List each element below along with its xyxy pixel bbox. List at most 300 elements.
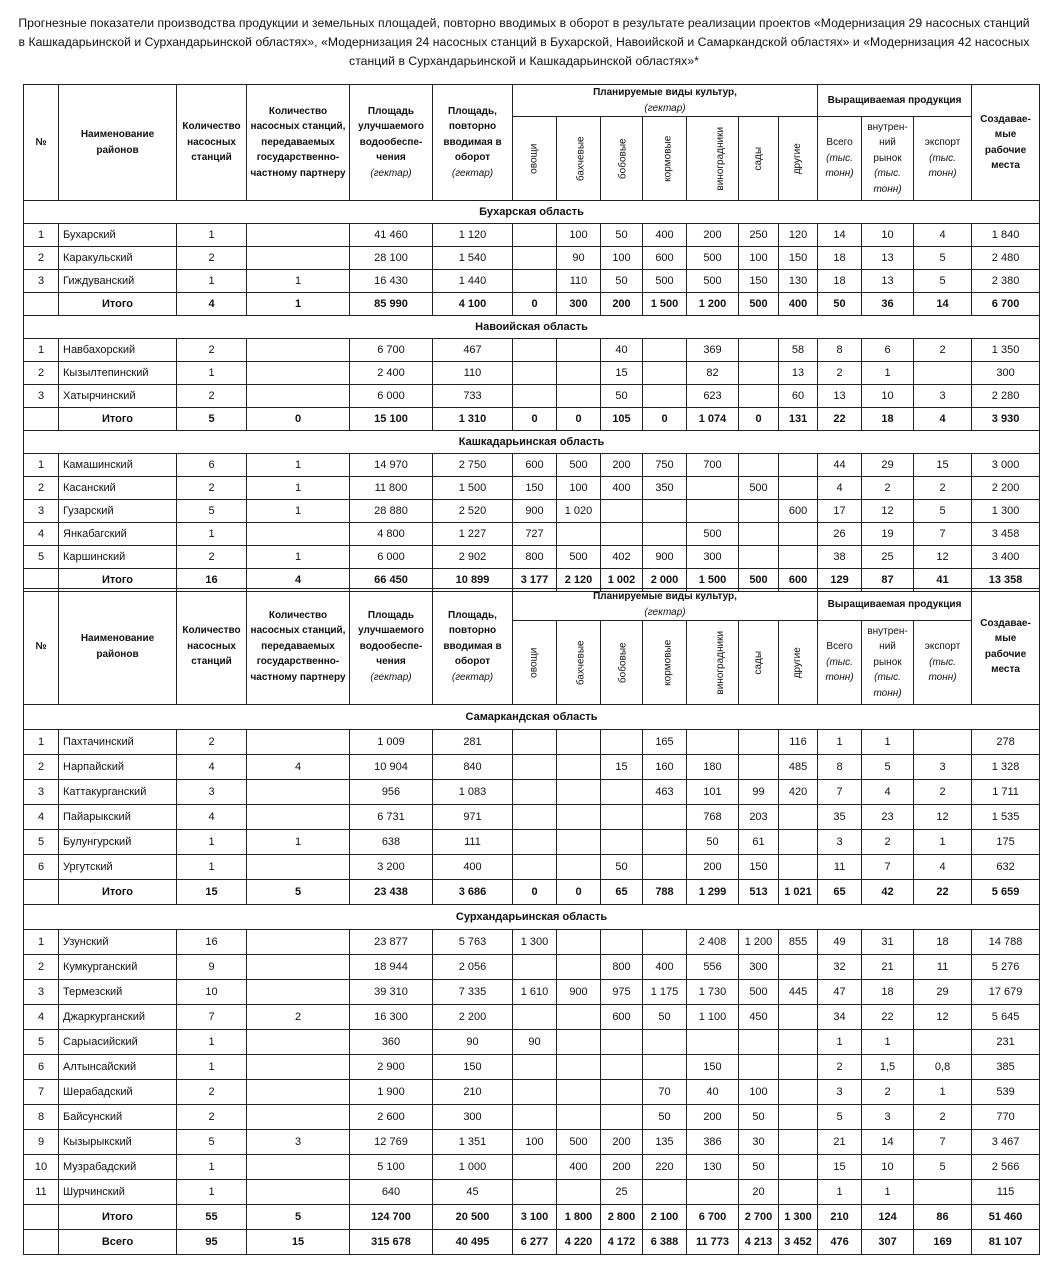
table-cell [247, 523, 350, 546]
table-cell: 1 [247, 830, 350, 855]
table-cell [247, 780, 350, 805]
table-cell: 200 [601, 1130, 643, 1155]
table-cell: 150 [433, 1055, 513, 1080]
table-cell: 1 [177, 270, 247, 293]
table-cell: 150 [687, 1055, 739, 1080]
table-cell: 4 800 [350, 523, 433, 546]
table-cell: 50 [601, 224, 643, 247]
table-cell: 4 [24, 805, 59, 830]
production-table-part-1 [23, 84, 1040, 592]
table-cell: 22 [818, 408, 862, 431]
table-cell: 4 [247, 569, 350, 592]
col-produce-total: Всего (тыс. тонн) [818, 117, 862, 201]
table-cell: 640 [350, 1180, 433, 1205]
region-name: Бухарская область [24, 201, 1040, 224]
table-cell [513, 830, 557, 855]
table-cell: 6 388 [643, 1230, 687, 1255]
table-cell: 500 [557, 454, 601, 477]
district-name: Итого [59, 408, 177, 431]
table-cell [513, 247, 557, 270]
table-cell: 19 [862, 523, 914, 546]
table-cell [247, 1180, 350, 1205]
table-cell [601, 1105, 643, 1130]
total-row [24, 293, 1040, 316]
table-body [24, 201, 1040, 592]
table-cell [779, 1055, 818, 1080]
table-cell: 500 [687, 247, 739, 270]
table-cell: 600 [779, 500, 818, 523]
table-cell: 1 500 [433, 477, 513, 500]
table-cell: 2 750 [433, 454, 513, 477]
table-cell: 15 [247, 1230, 350, 1255]
table-cell: 50 [643, 1105, 687, 1130]
table-cell: 5 645 [972, 1005, 1040, 1030]
table-cell: 210 [818, 1205, 862, 1230]
table-cell: 18 [862, 980, 914, 1005]
table-cell: 1 711 [972, 780, 1040, 805]
table-cell: 1 074 [687, 408, 739, 431]
table-cell [643, 362, 687, 385]
table-cell: 400 [643, 955, 687, 980]
table-cell [557, 362, 601, 385]
table-cell: 1 200 [739, 930, 779, 955]
table-cell [739, 385, 779, 408]
district-name: Пахтачинский [59, 730, 177, 755]
table-row [24, 980, 1040, 1005]
table-cell: 25 [601, 1180, 643, 1205]
table-cell: 29 [914, 980, 972, 1005]
table-cell: 0 [513, 408, 557, 431]
col-produce-export: экспорт (тыс. тонн) [914, 117, 972, 201]
col-crop: кормовые [643, 621, 687, 705]
table-cell [687, 1180, 739, 1205]
col-crop: кормовые [643, 117, 687, 201]
table-cell: 476 [818, 1230, 862, 1255]
table-cell: 1 540 [433, 247, 513, 270]
table-cell: 1 440 [433, 270, 513, 293]
col-crops-group: Планируемые виды культур, (гектар) [513, 589, 818, 621]
table-cell [779, 805, 818, 830]
table-cell [601, 930, 643, 955]
table-cell: 60 [779, 385, 818, 408]
table-cell: 13 [818, 385, 862, 408]
district-name: Булунгурский [59, 830, 177, 855]
table-cell [557, 339, 601, 362]
table-cell: 500 [739, 980, 779, 1005]
col-area-improved: Площадь улучшаемого водообеспе-чения (гектар) [350, 85, 433, 201]
table-cell: 8 [818, 339, 862, 362]
col-crop: виноградники [687, 621, 739, 705]
col-private: Количество насосных станций, передаваемых государственно-частному партнеру [247, 85, 350, 201]
table-cell: 1 200 [687, 293, 739, 316]
table-cell [779, 1130, 818, 1155]
table-cell: 1 175 [643, 980, 687, 1005]
table-cell: 1 328 [972, 755, 1040, 780]
table-cell [557, 1055, 601, 1080]
table-cell: 66 450 [350, 569, 433, 592]
table-cell [557, 1005, 601, 1030]
table-cell: 900 [513, 500, 557, 523]
table-cell: 1 [177, 855, 247, 880]
table-cell: 727 [513, 523, 557, 546]
table-cell: 10 [862, 1155, 914, 1180]
table-cell: 4 [24, 1005, 59, 1030]
table-cell: 5 [24, 830, 59, 855]
district-name: Байсунский [59, 1105, 177, 1130]
col-produce-total: Всего (тыс. тонн) [818, 621, 862, 705]
table-cell: 0 [739, 408, 779, 431]
district-name: Бухарский [59, 224, 177, 247]
table-cell [601, 780, 643, 805]
table-cell: 203 [739, 805, 779, 830]
district-name: Кызырыкский [59, 1130, 177, 1155]
table-cell: 971 [433, 805, 513, 830]
table-cell [513, 362, 557, 385]
table-cell: 100 [601, 247, 643, 270]
table-cell [643, 855, 687, 880]
table-cell: 1 [862, 730, 914, 755]
table-cell: 120 [779, 224, 818, 247]
table-cell [247, 1105, 350, 1130]
table-cell: 4 [862, 780, 914, 805]
table-cell: 1 [914, 830, 972, 855]
col-crop: сады [739, 117, 779, 201]
table-row [24, 523, 1040, 546]
district-name: Шурчинский [59, 1180, 177, 1205]
table-cell: 2 000 [643, 569, 687, 592]
table-cell [779, 1155, 818, 1180]
district-name: Каттакурганский [59, 780, 177, 805]
col-stations: Количество насосных станций [177, 589, 247, 705]
table-cell: 25 [862, 546, 914, 569]
col-crop: овощи [513, 621, 557, 705]
table-cell: 20 [739, 1180, 779, 1205]
col-crop: бахчевые [557, 117, 601, 201]
table-cell: 1 [247, 454, 350, 477]
table-cell: 41 460 [350, 224, 433, 247]
table-cell: 1 [24, 730, 59, 755]
table-row [24, 339, 1040, 362]
district-name: Касанский [59, 477, 177, 500]
table-cell: 2 [862, 1080, 914, 1105]
table-cell: 50 [818, 293, 862, 316]
table-cell: 11 [818, 855, 862, 880]
table-cell [557, 930, 601, 955]
table-cell [513, 1155, 557, 1180]
table-cell: 450 [739, 1005, 779, 1030]
table-header [24, 589, 1040, 705]
table-cell [643, 385, 687, 408]
table-cell: 38 [818, 546, 862, 569]
table-cell: 150 [739, 270, 779, 293]
table-cell: 0 [643, 408, 687, 431]
table-cell: 130 [779, 270, 818, 293]
table-cell: 700 [687, 454, 739, 477]
table-cell [601, 1080, 643, 1105]
table-cell: 1 500 [687, 569, 739, 592]
table-cell: 2 800 [601, 1205, 643, 1230]
district-name: Джаркурганский [59, 1005, 177, 1030]
table-cell: 1 730 [687, 980, 739, 1005]
table-cell: 2 [24, 755, 59, 780]
table-cell: 281 [433, 730, 513, 755]
table-cell: 23 438 [350, 880, 433, 905]
table-cell: 7 [914, 1130, 972, 1155]
table-cell: 600 [643, 247, 687, 270]
table-cell: 467 [433, 339, 513, 362]
table-cell: 131 [779, 408, 818, 431]
table-cell: 1 350 [972, 339, 1040, 362]
table-cell: 200 [601, 293, 643, 316]
table-cell: 200 [601, 1155, 643, 1180]
table-cell [247, 1055, 350, 1080]
table-cell [601, 1055, 643, 1080]
table-cell: 600 [601, 1005, 643, 1030]
col-crop: бобовые [601, 117, 643, 201]
table-cell: 50 [739, 1155, 779, 1180]
table-cell [513, 805, 557, 830]
table-cell: 2 120 [557, 569, 601, 592]
district-name: Пайарыкский [59, 805, 177, 830]
table-cell: 855 [779, 930, 818, 955]
table-cell [643, 830, 687, 855]
col-area-reused: Площадь, повторно вводимая в оборот (гектар) [433, 589, 513, 705]
table-cell: 300 [433, 1105, 513, 1130]
table-cell: 1 [247, 477, 350, 500]
region-heading-row [24, 705, 1040, 730]
col-area-reused: Площадь, повторно вводимая в оборот (гектар) [433, 85, 513, 201]
table-cell [779, 523, 818, 546]
table-cell [247, 855, 350, 880]
table-cell: 1 002 [601, 569, 643, 592]
table-cell: 900 [643, 546, 687, 569]
table-cell: 50 [687, 830, 739, 855]
table-cell [247, 362, 350, 385]
table-cell: 116 [779, 730, 818, 755]
table-cell [513, 385, 557, 408]
col-produce-group: Выращиваемая продукция [818, 589, 972, 621]
table-cell: 500 [687, 523, 739, 546]
table-cell: 6 000 [350, 546, 433, 569]
table-cell [601, 830, 643, 855]
table-cell: 500 [739, 569, 779, 592]
district-name: Итого [59, 569, 177, 592]
table-cell: 600 [779, 569, 818, 592]
table-cell: 50 [601, 270, 643, 293]
table-cell: 1 300 [779, 1205, 818, 1230]
table-cell: 200 [687, 1105, 739, 1130]
table-cell: 975 [601, 980, 643, 1005]
table-cell: 400 [433, 855, 513, 880]
table-cell [557, 805, 601, 830]
district-name: Алтынсайский [59, 1055, 177, 1080]
table-cell [24, 408, 59, 431]
table-cell: 4 [177, 805, 247, 830]
table-cell [247, 730, 350, 755]
table-row [24, 500, 1040, 523]
table-cell: 1 227 [433, 523, 513, 546]
table-cell: 100 [557, 224, 601, 247]
table-cell [914, 1030, 972, 1055]
table-cell: 278 [972, 730, 1040, 755]
table-cell: 0 [557, 880, 601, 905]
table-cell: 86 [914, 1205, 972, 1230]
table-cell: 5 [862, 755, 914, 780]
table-cell: 8 [24, 1105, 59, 1130]
table-cell: 3 [914, 755, 972, 780]
col-crops-group: Планируемые виды культур, (гектар) [513, 85, 818, 117]
table-cell [643, 1055, 687, 1080]
table-cell: 135 [643, 1130, 687, 1155]
table-cell: 463 [643, 780, 687, 805]
table-cell: 12 [914, 805, 972, 830]
table-cell: 111 [433, 830, 513, 855]
table-cell: 12 [914, 546, 972, 569]
table-cell: 1 310 [433, 408, 513, 431]
table-cell: 17 679 [972, 980, 1040, 1005]
table-cell: 50 [739, 1105, 779, 1130]
table-cell: 2 [24, 955, 59, 980]
table-cell: 2 480 [972, 247, 1040, 270]
district-name: Итого [59, 880, 177, 905]
table-cell: 16 [177, 569, 247, 592]
table-row [24, 1030, 1040, 1055]
table-cell: 3 686 [433, 880, 513, 905]
production-table-part-2 [23, 588, 1040, 1255]
table-cell [24, 1205, 59, 1230]
region-name: Навоийская область [24, 316, 1040, 339]
table-cell: 13 [779, 362, 818, 385]
table-cell: 2 [914, 339, 972, 362]
table-cell: 840 [433, 755, 513, 780]
table-cell: 1 351 [433, 1130, 513, 1155]
table-cell: 21 [818, 1130, 862, 1155]
table-row [24, 780, 1040, 805]
table-cell: 40 [687, 1080, 739, 1105]
table-cell [247, 247, 350, 270]
table-cell: 11 800 [350, 477, 433, 500]
table-cell: 51 460 [972, 1205, 1040, 1230]
district-name: Сарыасийский [59, 1030, 177, 1055]
col-produce-export: экспорт (тыс. тонн) [914, 621, 972, 705]
table-cell: 1,5 [862, 1055, 914, 1080]
table-cell: 5 [818, 1105, 862, 1130]
table-cell: 2 [177, 1080, 247, 1105]
table-cell [247, 1080, 350, 1105]
table-cell: 39 310 [350, 980, 433, 1005]
table-row [24, 730, 1040, 755]
district-name: Шерабадский [59, 1080, 177, 1105]
table-cell: 2 902 [433, 546, 513, 569]
table-cell [513, 339, 557, 362]
table-cell: 2 [914, 477, 972, 500]
table-cell [643, 930, 687, 955]
col-produce-domestic: внутрен-ний рынок (тыс. тонн) [862, 621, 914, 705]
table-cell: 2 [247, 1005, 350, 1030]
table-cell: 2 [914, 780, 972, 805]
table-cell: 1 [24, 454, 59, 477]
table-cell: 3 [24, 270, 59, 293]
table-cell: 1 [24, 930, 59, 955]
table-cell: 800 [601, 955, 643, 980]
col-crop: овощи [513, 117, 557, 201]
table-cell: 400 [601, 477, 643, 500]
table-cell [557, 1105, 601, 1130]
table-cell: 2 200 [433, 1005, 513, 1030]
table-row [24, 1180, 1040, 1205]
table-cell [557, 1180, 601, 1205]
table-cell: 40 495 [433, 1230, 513, 1255]
table-header [24, 85, 1040, 201]
table-cell [739, 362, 779, 385]
table-cell: 124 [862, 1205, 914, 1230]
table-cell: 2 [177, 730, 247, 755]
table-cell: 3 [24, 780, 59, 805]
table-cell: 6 [24, 1055, 59, 1080]
district-name: Нарпайский [59, 755, 177, 780]
table-cell: 386 [687, 1130, 739, 1155]
table-cell: 4 [914, 855, 972, 880]
table-cell: 18 [818, 270, 862, 293]
table-cell: 420 [779, 780, 818, 805]
table-cell: 12 [862, 500, 914, 523]
table-cell: 1 [914, 1080, 972, 1105]
district-name: Кызылтепинский [59, 362, 177, 385]
table-cell: 49 [818, 930, 862, 955]
table-cell [914, 730, 972, 755]
table-cell: 500 [739, 477, 779, 500]
table-cell: 15 [177, 880, 247, 905]
total-row [24, 880, 1040, 905]
table-cell: 115 [972, 1180, 1040, 1205]
table-cell [513, 855, 557, 880]
table-cell: 956 [350, 780, 433, 805]
table-cell: 165 [643, 730, 687, 755]
table-cell: 500 [739, 293, 779, 316]
table-cell [779, 477, 818, 500]
table-cell [643, 523, 687, 546]
table-cell: 800 [513, 546, 557, 569]
table-cell: 1 020 [557, 500, 601, 523]
table-cell: 3 [862, 1105, 914, 1130]
table-cell [739, 546, 779, 569]
table-cell: 30 [739, 1130, 779, 1155]
table-cell [247, 385, 350, 408]
table-cell [779, 1030, 818, 1055]
table-cell: 1 [24, 339, 59, 362]
table-cell [557, 830, 601, 855]
table-cell: 3 [818, 830, 862, 855]
table-cell: 0 [513, 293, 557, 316]
table-cell [779, 830, 818, 855]
table-row [24, 270, 1040, 293]
table-cell: 5 [24, 546, 59, 569]
table-cell [247, 339, 350, 362]
table-cell [247, 1030, 350, 1055]
table-cell: 6 000 [350, 385, 433, 408]
table-row [24, 1005, 1040, 1030]
table-cell: 1 083 [433, 780, 513, 805]
table-cell: 300 [739, 955, 779, 980]
table-cell: 12 769 [350, 1130, 433, 1155]
table-cell: 4 100 [433, 293, 513, 316]
table-cell: 400 [779, 293, 818, 316]
table-cell: 16 300 [350, 1005, 433, 1030]
table-cell: 3 200 [350, 855, 433, 880]
table-cell: 180 [687, 755, 739, 780]
district-name: Хатырчинский [59, 385, 177, 408]
table-cell: 2 [24, 477, 59, 500]
